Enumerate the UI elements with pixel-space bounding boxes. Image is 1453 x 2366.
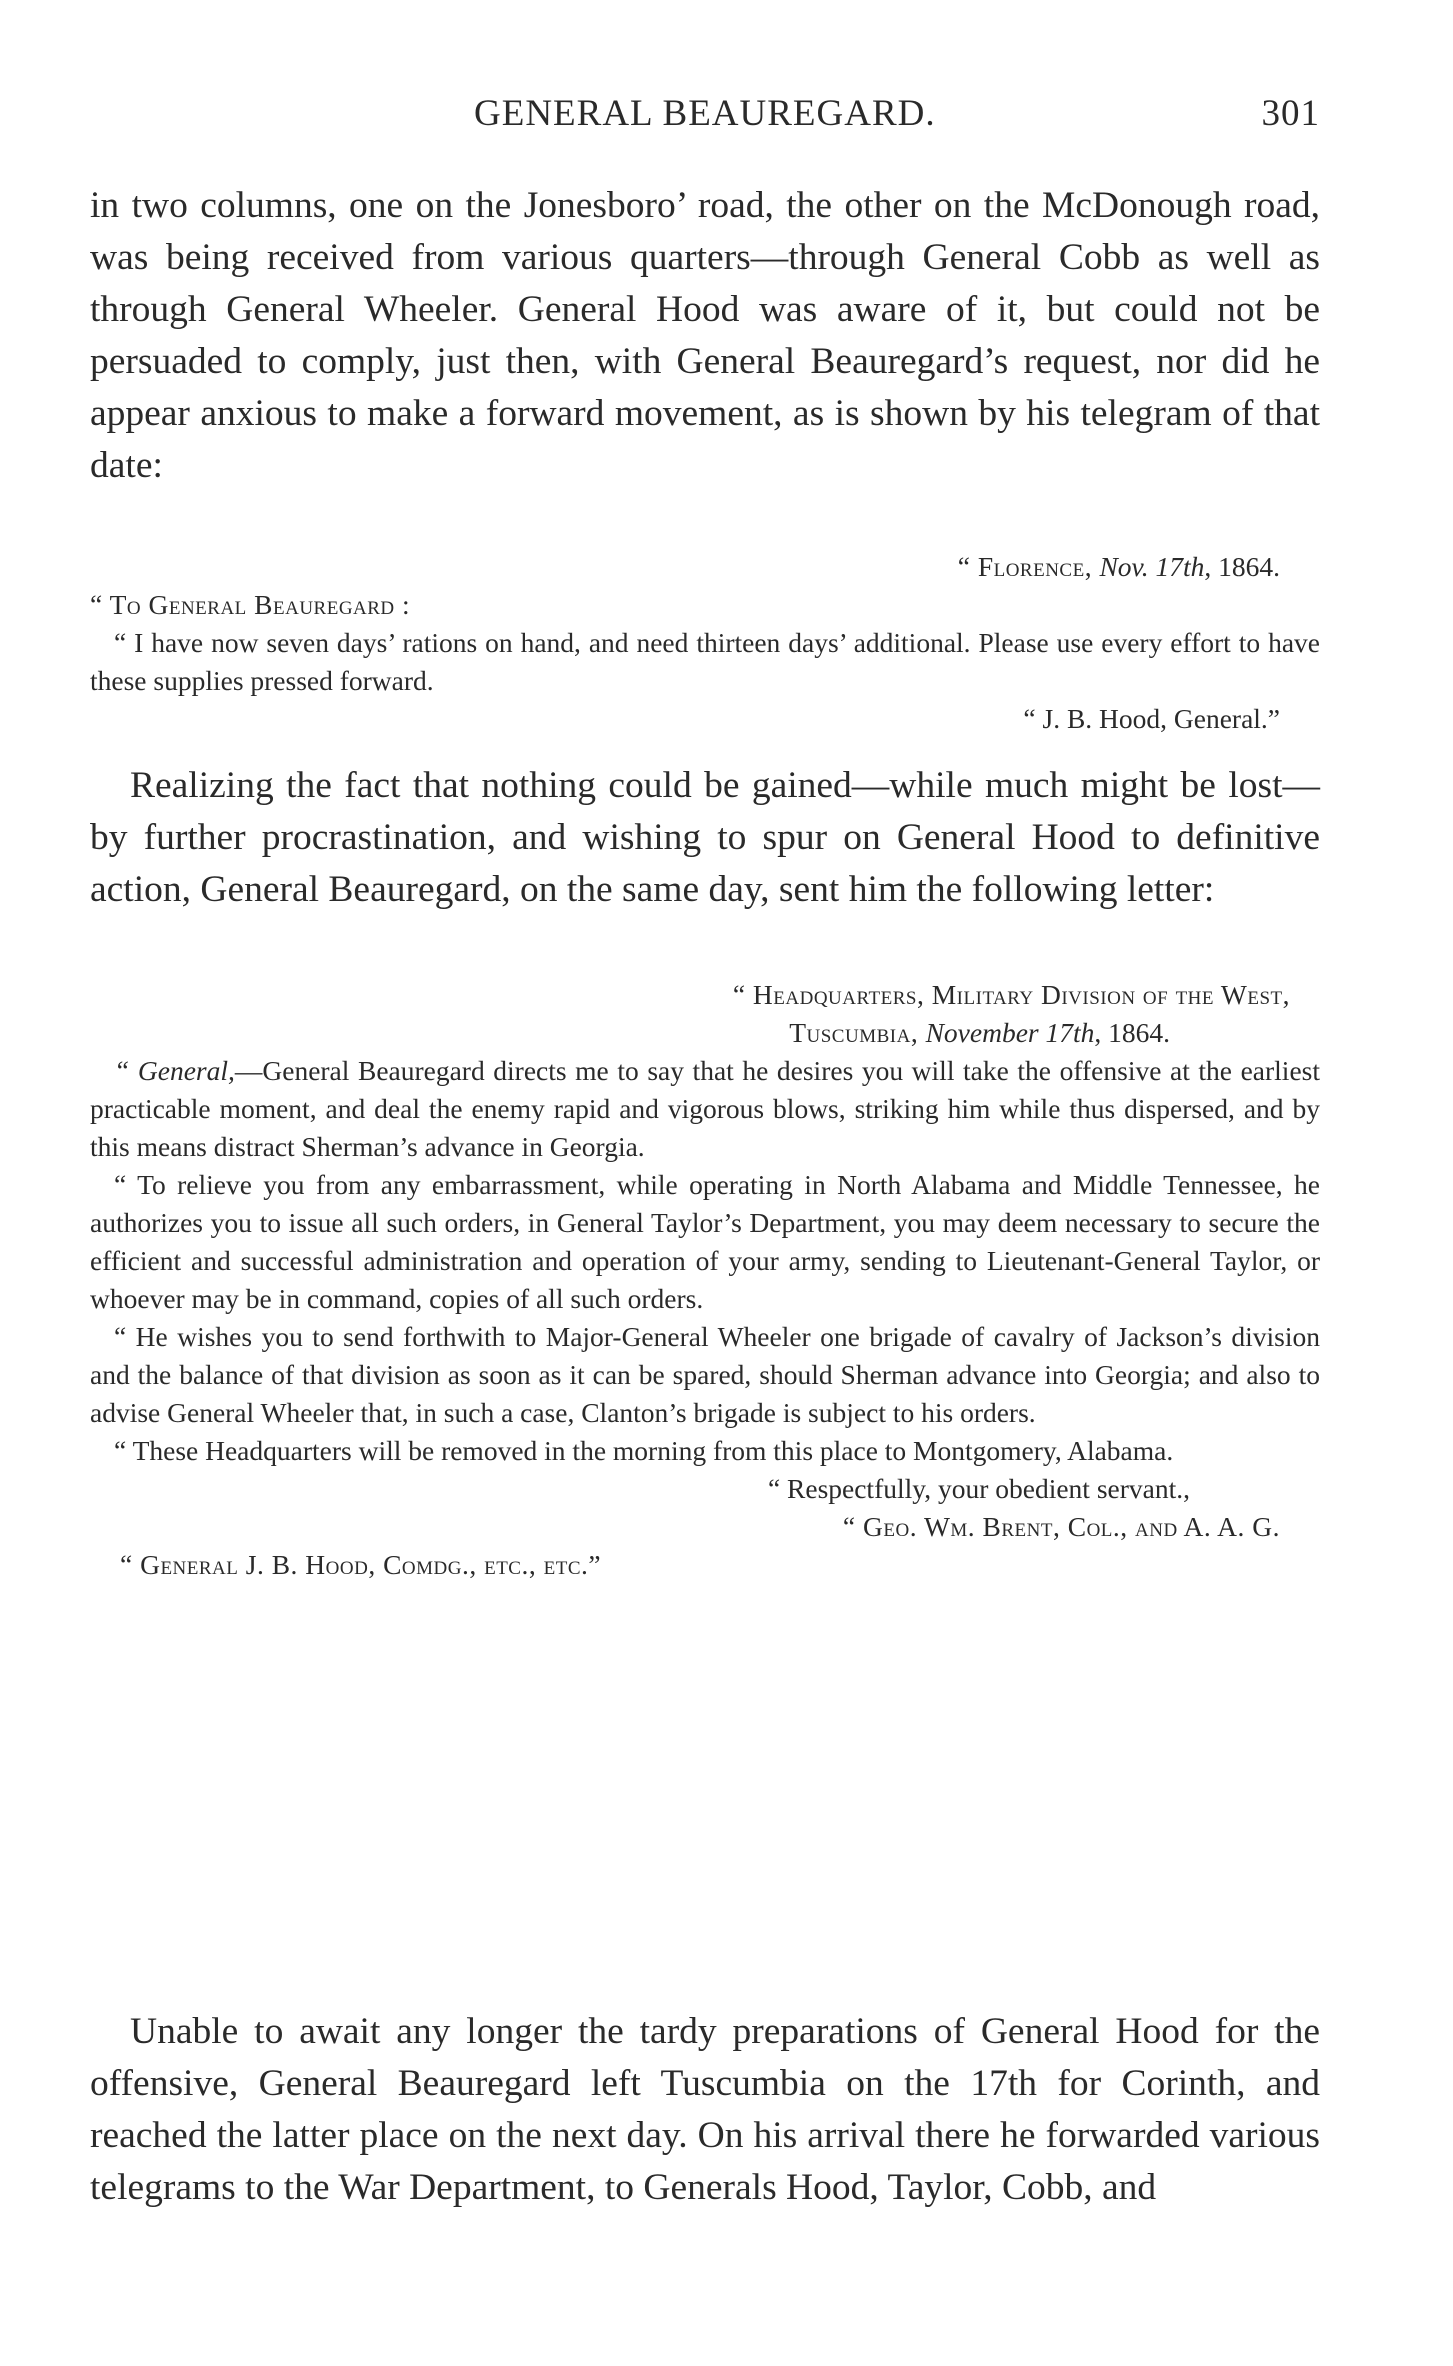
letter-addressee: “ General J. B. Hood, Comdg., etc., etc.” [120, 1549, 602, 1580]
paragraph-3 [90, 2006, 1320, 2214]
paragraph-2-text: Realizing the fact that nothing could be gained—while much might be lost—by further procrastination, and wishing to spur on General Hood to definitive action, General Beauregard, on the same day, sent him the following letter: [90, 765, 1320, 910]
running-title: GENERAL BEAUREGARD. [474, 93, 936, 134]
paragraph-1 [90, 180, 1320, 492]
letter-closing: “ Respectfully, your obedient servant., [767, 1473, 1190, 1504]
paragraph-1-text: in two columns, one on the Jonesboro’ road, the other on the McDonough road, was being received from various quarters—through General Cobb as well as through General Wheeler. General Hood was aware of it, but could not be persuaded to comply, just then, with General Beauregard’s request, nor did he appear anxious to make a forward movement, as is shown by his telegram of that date: [90, 185, 1320, 486]
paragraph-2 [90, 760, 1320, 916]
letter-paragraph-4: “ These Headquarters will be removed in the morning from this place to Montgomery, Alabama. [114, 1435, 1174, 1466]
telegram [90, 548, 1320, 738]
letter [90, 976, 1320, 1584]
page-number: 301 [1261, 93, 1320, 134]
telegram-body: “ I have now seven days’ rations on hand, and need thirteen days’ additional. Please use every effort to have these supplies pressed forward. [90, 627, 1320, 696]
letter-paragraph-3: “ He wishes you to send forthwith to Major-General Wheeler one brigade of cavalry of Jackson’s division and the balance of that division as soon as it can be spared, should Sherman advance into Georgia; and also to advise General Wheeler that, in such a case, Clanton’s brigade is subject to his orders. [90, 1321, 1320, 1428]
letter-paragraph-1: “ General,—General Beauregard directs me to say that he desires you will take the offensive at the earliest practicable moment, and deal the enemy rapid and vigorous blows, striking him while thus dispersed, and by this means distract Sherman’s advance in Georgia. [90, 1055, 1320, 1162]
telegram-signature: “ J. B. Hood, General.” [1023, 703, 1280, 734]
telegram-dateline: “ Florence, Nov. 17th, 1864. [957, 551, 1280, 582]
running-header [90, 92, 1320, 142]
paragraph-3-text: Unable to await any longer the tardy preparations of General Hood for the offensive, General Beauregard left Tuscumbia on the 17th for Corinth, and reached the latter place on the next day. On his arrival there he forwarded various telegrams to the War Department, to Generals Hood, Taylor, Cobb, and [90, 2011, 1320, 2208]
letter-heading-line2: Tuscumbia, November 17th, 1864. [789, 1017, 1170, 1048]
telegram-salutation: “ To General Beauregard : [90, 589, 411, 620]
letter-heading-line1: “ Headquarters, Military Division of the West, [732, 979, 1290, 1010]
letter-paragraph-2: “ To relieve you from any embarrassment, while operating in North Alabama and Middle Tennessee, he authorizes you to issue all such orders, in General Taylor’s Department, you may deem necessary to secure the efficient and successful administration and operation of your army, sending to Lieutenant-General Taylor, or whoever may be in command, copies of all such orders. [90, 1169, 1320, 1314]
letter-signature: “ Geo. Wm. Brent, Col., and A. A. G. [842, 1511, 1280, 1542]
